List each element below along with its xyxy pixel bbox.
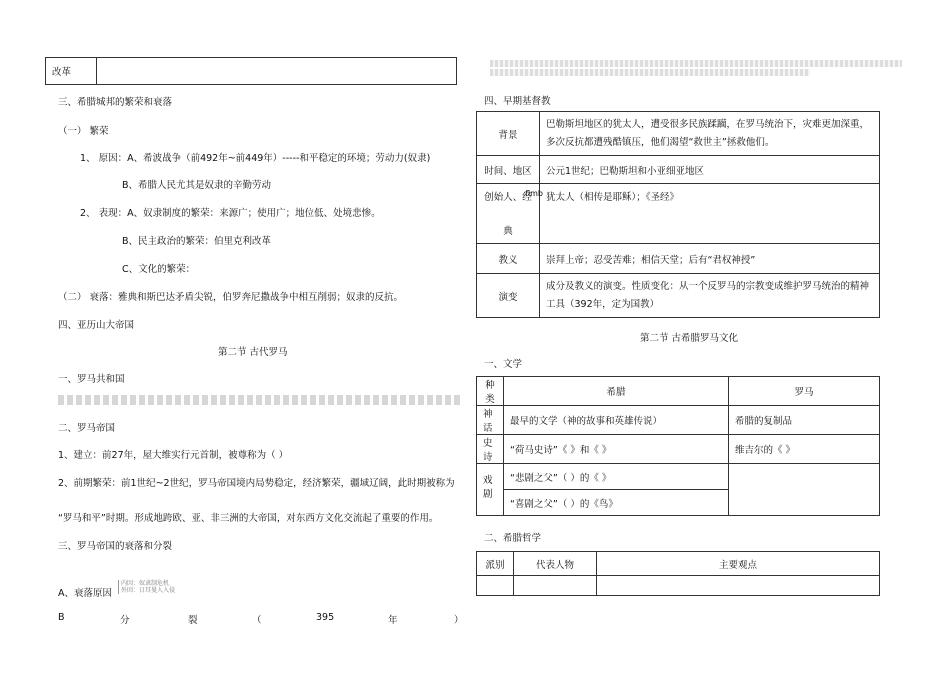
christ-content-background: 巴勒斯坦地区的犹太人，遭受很多民族蹂躏，在罗马统治下，灾难更加深重，多次反抗都遭残酷镇压，他们渴望“救世主”拯救他们。	[540, 112, 880, 156]
lit-head-greece: 希腊	[504, 377, 729, 406]
christ-label-background: 背景	[477, 112, 540, 156]
reason-line-b: B、希腊人民尤其是奴隶的辛勤劳动	[122, 180, 272, 191]
empire-prosperity-b: “罗马和平”时期。形成地跨欧、亚、非三洲的大帝国，对东西方文化交流起了重要的作用。	[58, 513, 439, 524]
split-year: 395	[316, 612, 335, 623]
christ-content-time: 公元1世纪；巴勒斯坦和小亚细亚地区	[540, 156, 880, 184]
lit-drama-tragedy: “悲剧之父”（ ）的《 》	[504, 464, 729, 490]
lit-myth-label: 神话	[477, 406, 504, 435]
christ-content-doctrine: 崇拜上帝；忍受苦难；相信天堂；后有“君权神授”	[540, 244, 880, 274]
phil-cell	[597, 576, 880, 596]
lit-drama-label: 戏剧	[477, 464, 504, 516]
christ-label-doctrine: 教义	[477, 244, 540, 274]
split-paren-open: （	[252, 615, 262, 626]
lit-epic-rome: 维吉尔的《 》	[729, 435, 880, 464]
lit-epic-label: 史诗	[477, 435, 504, 464]
lit-drama-comedy: “喜剧之父”（ ）的《鸟》	[504, 490, 729, 516]
christ-content-founder: 犹太人（相传是耶稣）；《圣经》	[540, 184, 880, 244]
chapter-title-culture: 第二节 古希腊罗马文化	[640, 333, 739, 344]
blurred-row	[58, 395, 463, 405]
phil-cell	[477, 576, 514, 596]
philosophy-title: 二、希腊哲学	[484, 533, 542, 544]
phil-head-views: 主要观点	[597, 552, 880, 576]
expression-line: 2、 表现：A、奴隶制度的繁荣：来源广；使用广；地位低、处境悲惨。	[80, 208, 381, 219]
external-cause: 外因：日耳曼人入侵	[121, 587, 176, 594]
reform-label: 改革	[46, 58, 97, 85]
empire-prosperity-a: 2、前期繁荣：前1世纪~2世纪，罗马帝国境内局势稳定，经济繁荣，疆域辽阔，此时期被称为	[58, 478, 455, 489]
christ-label-evolution: 演变	[477, 274, 540, 318]
philosophy-table	[476, 551, 880, 596]
early-christianity-title: 四、早期基督教	[484, 96, 551, 107]
section-4-title: 四、亚历山大帝国	[58, 320, 135, 331]
christianity-table	[476, 111, 880, 318]
christ-label-founder-a: 创始人、经	[484, 192, 532, 203]
christ-label-founder-b: 典	[503, 226, 513, 237]
subsection-prosperity: （一） 繁荣	[58, 126, 109, 137]
literature-title: 一、文学	[484, 359, 523, 370]
lit-myth-rome: 希腊的复制品	[729, 406, 880, 435]
christ-content-evolution: 成分及教义的演变。性质变化：从一个反罗马的宗教变成维护罗马统治的精神工具（392年，定为国教）	[540, 274, 880, 318]
roman-empire-title: 二、罗马帝国	[58, 423, 116, 434]
phil-head-people: 代表人物	[514, 552, 597, 576]
roman-republic-title: 一、罗马共和国	[58, 374, 125, 385]
empire-founding: 1、建立：前27年，屋大维实行元首制，被尊称为（ ）	[58, 450, 289, 461]
overlap-mark: flmb	[525, 189, 543, 198]
reform-table	[45, 57, 457, 85]
phil-cell	[514, 576, 597, 596]
decline-reason-label: A、衰落原因	[58, 588, 112, 599]
christ-label-founder	[477, 184, 543, 244]
phil-head-school: 派别	[477, 552, 514, 576]
lit-drama-rome	[729, 464, 880, 516]
subsection-decline: （二） 衰落：雅典和斯巴达矛盾尖锐，伯罗奔尼撒战争中相互削弱；奴隶的反抗。	[58, 292, 404, 303]
split-char-1: 分	[120, 615, 130, 626]
expression-line-c: C、文化的繁荣：	[122, 264, 196, 275]
chapter-title-rome: 第二节 古代罗马	[218, 347, 288, 358]
literature-table	[476, 376, 880, 516]
christ-label-time: 时间、地区	[477, 156, 540, 184]
lit-head-type: 种类	[477, 377, 504, 406]
reason-line: 1、 原因：A、希波战争（前492年~前449年）-----和平稳定的环境；劳动力(奴隶)	[80, 153, 431, 164]
reform-cell	[97, 58, 457, 85]
split-paren-close: ）	[454, 615, 464, 626]
section-3-title: 三、希腊城邦的繁荣和衰落	[58, 97, 173, 108]
split-b: B	[58, 612, 65, 623]
split-char-2: 裂	[188, 615, 198, 626]
decline-reason-box	[118, 580, 175, 594]
lit-myth-greece: 最早的文学（神的故事和英雄传说）	[504, 406, 729, 435]
expression-line-b: B、民主政治的繁荣：伯里克利改革	[122, 236, 272, 247]
internal-cause: 内因：奴隶制危机	[121, 580, 170, 587]
lit-head-rome: 罗马	[729, 377, 880, 406]
empire-decline-title: 三、罗马帝国的衰落和分裂	[58, 541, 173, 552]
blurred-header-line-1	[490, 60, 902, 67]
split-year-char: 年	[388, 615, 398, 626]
blurred-header-line-2	[490, 69, 810, 76]
lit-epic-greece: “荷马史诗”《 》和《 》	[504, 435, 729, 464]
